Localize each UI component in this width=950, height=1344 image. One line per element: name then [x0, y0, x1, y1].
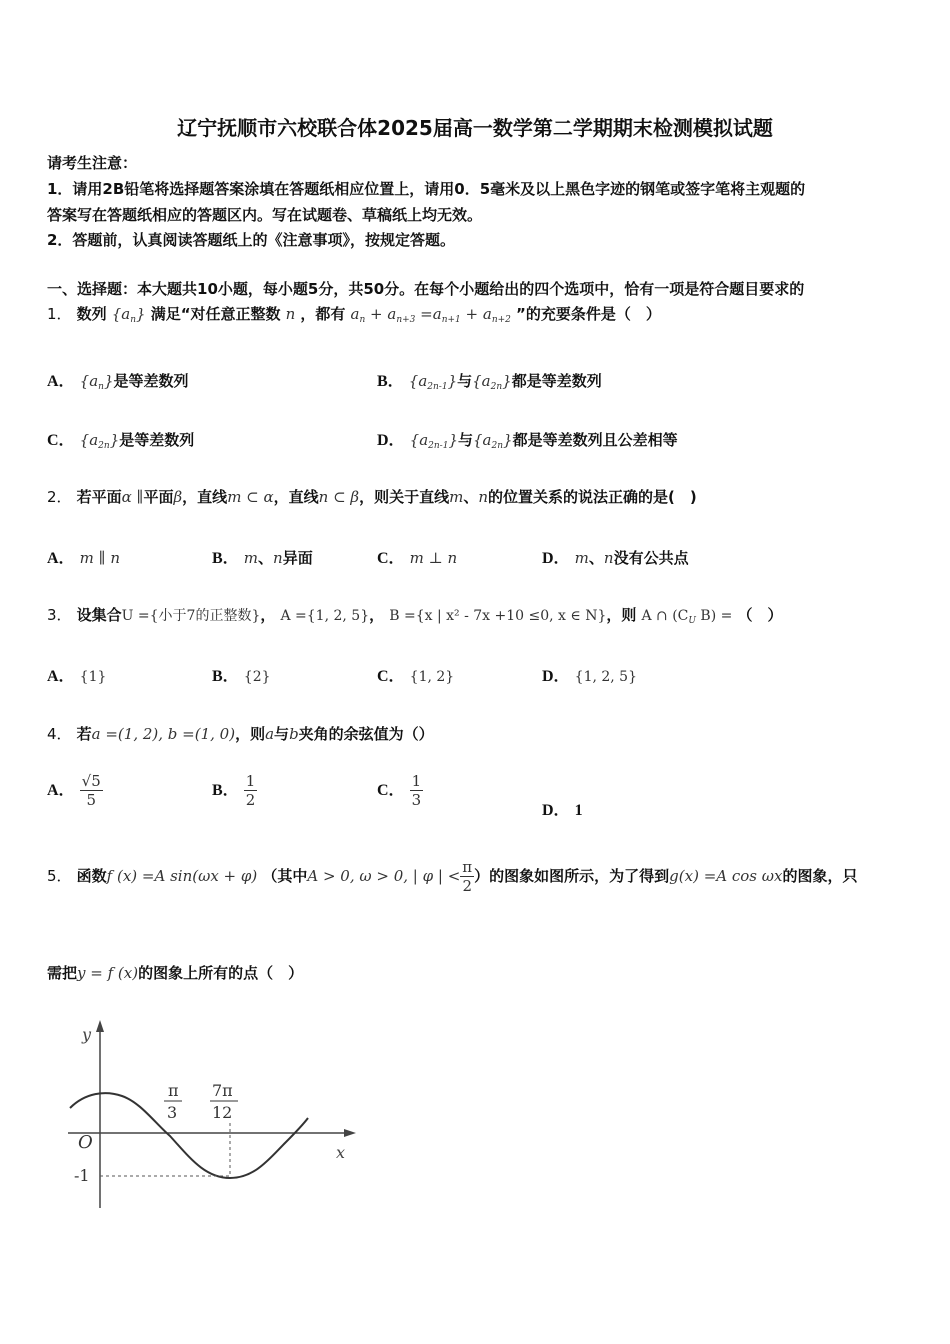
q2-option-b[interactable] [212, 545, 313, 568]
q2-option-c-math: m ⊥ n [409, 549, 458, 567]
q2-text-5: ，则关于直线 [359, 488, 450, 506]
q4-option-a[interactable] [47, 772, 103, 809]
notice-line-1: 1．请用2B铅笔将选择题答案涂填在答题纸相应位置上，请用0．5毫米及以上黑色字迹的钢笔或签字笔将主观题的 [47, 180, 806, 198]
q4-text-1: 若 [76, 725, 92, 743]
notice-line-1b: 答案写在答题纸相应的答题区内。写在试题卷、草稿纸上均无效。 [47, 206, 483, 224]
question-3 [47, 604, 782, 626]
q3-option-c-value: {1, 2} [409, 669, 455, 685]
sine-curve [70, 1093, 308, 1178]
q3-option-c[interactable] [377, 663, 454, 686]
q1-option-a-text: 是等差数列 [113, 372, 189, 390]
q1-option-c[interactable] [47, 427, 194, 451]
q3-text-3: （ ） [737, 606, 783, 624]
q2-text-3: ，直线 [182, 488, 228, 506]
q5-text-1: 函数 [76, 867, 107, 885]
tick-pi-3-den: 3 [167, 1103, 178, 1122]
q2-option-d[interactable] [542, 545, 689, 568]
q5-text-3: ）的图象如图所示，为了得到 [474, 867, 670, 885]
q1-option-b-text: 都是等差数列 [511, 372, 602, 390]
question-5 [47, 858, 857, 895]
q1-option-b[interactable] [377, 368, 602, 392]
q2-option-b-m: m [243, 549, 259, 567]
q1-equation: $a_n + a_{n+3} =a_{n+1} + a_{n+2}$ [350, 305, 511, 325]
q4-option-b-label: B． [212, 782, 239, 799]
q4-option-c[interactable] [377, 772, 423, 809]
q3-set-b: B ={x | x² - 7x +10 ≤0, x ∈ N} [389, 608, 607, 624]
q1-number: 1． [47, 305, 72, 323]
y-axis-label: y [82, 1025, 92, 1044]
q3-option-a-label: A． [47, 668, 75, 685]
q2-option-b-n: n [273, 549, 283, 567]
q4-text-3: 与 [274, 725, 290, 743]
notice-heading: 请考生注意： [47, 154, 138, 172]
q2-math-2: β [173, 488, 183, 506]
q3-expression: A ∩ ($C_U$ B) = [641, 608, 733, 626]
q5-text-2: （其中 [262, 867, 308, 885]
q5-function-f: f (x) =A sin(ωx + φ) [106, 867, 258, 885]
q3-option-a[interactable] [47, 663, 106, 686]
q3-option-b-label: B． [212, 668, 239, 685]
q4-option-b[interactable] [212, 772, 257, 809]
q1-option-a-math: $\{a_n\}$ [79, 372, 114, 392]
q2-math-5: m [449, 488, 464, 506]
q5-text-5: 需把 [47, 964, 78, 982]
q1-option-c-math: $\{a_{2n}\}$ [79, 431, 120, 451]
q2-option-b-sep: 、 [258, 549, 274, 567]
q1-option-b-math-1: $\{a_{2n-1}\}$ [408, 372, 458, 392]
q3-option-b-value: {2} [243, 669, 271, 685]
q1-option-d-math-2: $\{a_{2n}\}$ [473, 431, 513, 451]
q1-option-c-label: C． [47, 432, 75, 449]
page-title: 辽宁抚顺市六校联合体2025届高一数学第二学期期末检测模拟试题 [177, 116, 773, 140]
q1-option-d-text: 都是等差数列且公差相等 [512, 431, 678, 449]
q5-number: 5． [47, 867, 72, 885]
q4-vectors: a =(1, 2), b =(1, 0) [91, 725, 236, 743]
q1-option-b-mid: 与 [457, 372, 473, 390]
q2-math-1: α ∥ [121, 488, 144, 506]
q4-option-a-fraction: $\frac{√5}{5}$ [81, 772, 101, 809]
q4-option-d-label: D． [542, 802, 570, 819]
q2-option-a-label: A． [47, 550, 75, 567]
q1-text-4: ”的充要条件是（ ） [516, 305, 661, 323]
q3-set-u: U ={小于7的正整数} [121, 608, 261, 624]
q4-option-a-label: A． [47, 782, 75, 799]
q4-b: b [289, 725, 299, 743]
q3-text-1: 设集合 [76, 606, 122, 624]
x-axis-arrow [344, 1129, 356, 1137]
q4-text-2: ，则 [235, 725, 266, 743]
q1-option-b-label: B． [377, 373, 404, 390]
y-axis-arrow [96, 1020, 104, 1032]
q2-text-6: 、 [463, 488, 479, 506]
q1-option-b-math-2: $\{a_{2n}\}$ [472, 372, 512, 392]
question-2 [47, 486, 697, 507]
q2-math-4: n ⊂ β [318, 488, 360, 506]
q3-option-d-label: D． [542, 668, 570, 685]
q2-option-a-math: m ∥ n [79, 549, 121, 567]
q5-pi-over-2: $\frac{\pi}{2}$ [462, 858, 473, 895]
q3-sep-2: ， [369, 606, 385, 624]
q1-text-2: 满足“对任意正整数 [150, 305, 281, 323]
sine-graph [60, 1018, 360, 1218]
tick-pi-3-num: π [168, 1081, 179, 1100]
q2-option-c-label: C． [377, 550, 405, 567]
q3-option-d-value: {1, 2, 5} [574, 669, 637, 685]
q2-option-b-label: B． [212, 550, 239, 567]
section-heading: 一、选择题：本大题共10小题，每小题5分，共50分。在每个小题给出的四个选项中，恰有一项是符合题目要求的 [47, 280, 805, 298]
question-4 [47, 723, 434, 744]
q1-n: n [285, 305, 296, 323]
tick-7pi-12-num: 7π [212, 1081, 233, 1100]
q3-number: 3． [47, 606, 72, 624]
q1-seq: $\{a_n\}$ [111, 305, 146, 325]
q4-text-4: 夹角的余弦值为（） [298, 725, 434, 743]
q4-option-c-fraction: $\frac{1}{3}$ [411, 772, 422, 809]
q4-option-d[interactable] [542, 797, 583, 820]
q2-text-2: 平面 [143, 488, 174, 506]
q3-option-c-label: C． [377, 668, 405, 685]
q4-a: a [265, 725, 275, 743]
q2-text-7: 的位置关系的说法正确的是( ) [488, 488, 697, 506]
q2-number: 2． [47, 488, 72, 506]
q4-number: 4． [47, 725, 72, 743]
q1-option-d-mid: 与 [458, 431, 474, 449]
q5-text-6: 的图象上所有的点（ ） [138, 964, 304, 982]
q1-option-a-label: A． [47, 373, 75, 390]
q5-line-2 [47, 962, 303, 983]
q1-option-a[interactable] [47, 368, 189, 392]
q3-option-d[interactable] [542, 663, 637, 686]
notice-line-2: 2．答题前，认真阅读答题纸上的《注意事项》，按规定答题。 [47, 231, 455, 249]
q3-option-a-value: {1} [79, 669, 107, 685]
q4-option-b-fraction: $\frac{1}{2}$ [245, 772, 256, 809]
q4-option-c-label: C． [377, 782, 405, 799]
q1-option-d-label: D． [377, 432, 405, 449]
q3-set-a: A ={1, 2, 5} [280, 608, 370, 624]
q1-option-d[interactable] [377, 427, 678, 451]
q1-option-d-math-1: $\{a_{2n-1}\}$ [409, 431, 458, 451]
q2-option-d-sep: 、 [588, 549, 604, 567]
neg-one-label: -1 [74, 1166, 90, 1185]
q2-option-d-m: m [574, 549, 589, 567]
q5-text-4: 的图象，只 [782, 867, 858, 885]
q3-text-2: ，则 [606, 606, 637, 624]
q2-math-3: m ⊂ α [227, 488, 274, 506]
tick-7pi-12-den: 12 [212, 1103, 233, 1122]
q2-option-d-label: D． [542, 550, 570, 567]
q4-option-d-value: 1 [574, 802, 583, 819]
x-axis-label: x [336, 1143, 346, 1162]
q2-option-d-n: n [603, 549, 614, 567]
origin-label: O [78, 1132, 93, 1153]
q5-y-fx: y = f (x) [77, 964, 139, 982]
q2-option-c[interactable] [377, 545, 457, 568]
q1-text-3: ，都有 [300, 305, 346, 323]
q2-math-6: n [478, 488, 489, 506]
q2-option-a[interactable] [47, 545, 120, 568]
q2-option-b-text: 异面 [282, 549, 313, 567]
q2-option-d-text: 没有公共点 [613, 549, 689, 567]
question-1 [47, 303, 661, 325]
q3-sep-1: ， [260, 606, 276, 624]
q1-option-c-text: 是等差数列 [119, 431, 195, 449]
q5-condition: A > 0, ω > 0, | φ | < [307, 867, 461, 885]
q2-text-1: 若平面 [76, 488, 122, 506]
q1-text-1: 数列 [76, 305, 107, 323]
q3-option-b[interactable] [212, 663, 271, 686]
q5-function-g: g(x) =A cos ωx [669, 867, 783, 885]
q2-text-4: ，直线 [273, 488, 319, 506]
